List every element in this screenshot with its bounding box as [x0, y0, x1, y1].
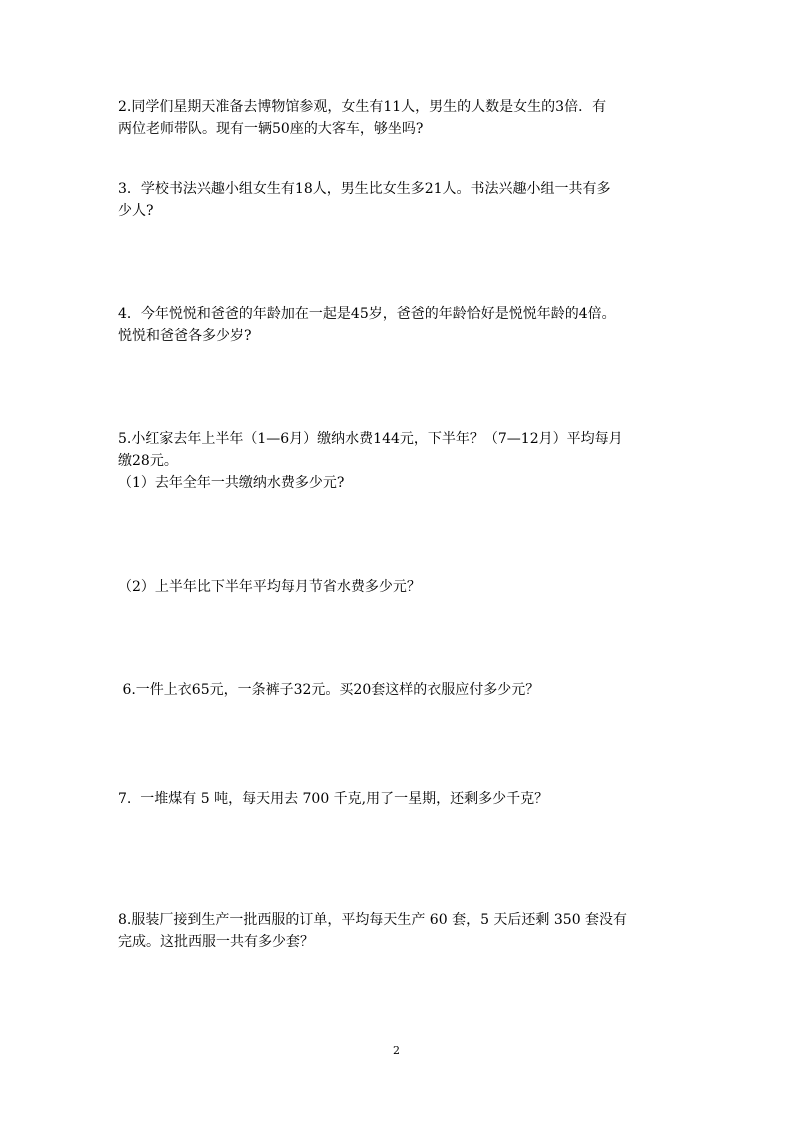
question-4	[118, 303, 678, 347]
question-2	[118, 96, 678, 140]
question-7-line-1: 7. 一堆煤有 5 吨，每天用去 700 千克,用了一星期，还剩多少千克？	[118, 791, 549, 807]
question-5	[118, 428, 678, 494]
question-5-part-1: （1）去年全年一共缴纳水费多少元?	[118, 475, 345, 491]
question-7	[118, 788, 678, 810]
question-2-line-1: 2.同学们星期天准备去博物馆参观，女生有11人，男生的人数是女生的3倍．有	[118, 99, 607, 115]
question-5-line-2: 缴28元。	[118, 453, 178, 469]
question-3-line-2: 少人?	[118, 203, 154, 219]
page-number: 2	[393, 1044, 400, 1057]
question-6-line-1: 6.一件上衣65元，一条裤子32元。买20套这样的衣服应付多少元？	[118, 682, 540, 698]
question-8-line-1: 8.服装厂接到生产一批西服的订单，平均每天生产 60 套，5 天后还剩 350 套没有	[118, 912, 628, 928]
question-5-part-2	[118, 576, 678, 598]
question-3	[118, 178, 678, 222]
question-4-line-2: 悦悦和爸爸各多少岁?	[118, 328, 252, 344]
question-3-line-1: 3．学校书法兴趣小组女生有18人，男生比女生多21人。书法兴趣小组一共有多	[118, 181, 611, 197]
question-4-line-1: 4．今年悦悦和爸爸的年龄加在一起是45岁，爸爸的年龄恰好是悦悦年龄的4倍。	[118, 306, 616, 322]
question-5-line-1: 5.小红家去年上半年（1—6月）缴纳水费144元，下半年？（7—12月）平均每月	[118, 431, 623, 447]
question-8	[118, 909, 678, 953]
question-5-part-2-line: （2）上半年比下半年平均每月节省水费多少元？	[118, 579, 421, 595]
question-6	[118, 679, 678, 701]
question-8-line-2: 完成。这批西服一共有多少套？	[118, 934, 314, 950]
question-2-line-2: 两位老师带队。现有一辆50座的大客车，够坐吗?	[118, 121, 424, 137]
